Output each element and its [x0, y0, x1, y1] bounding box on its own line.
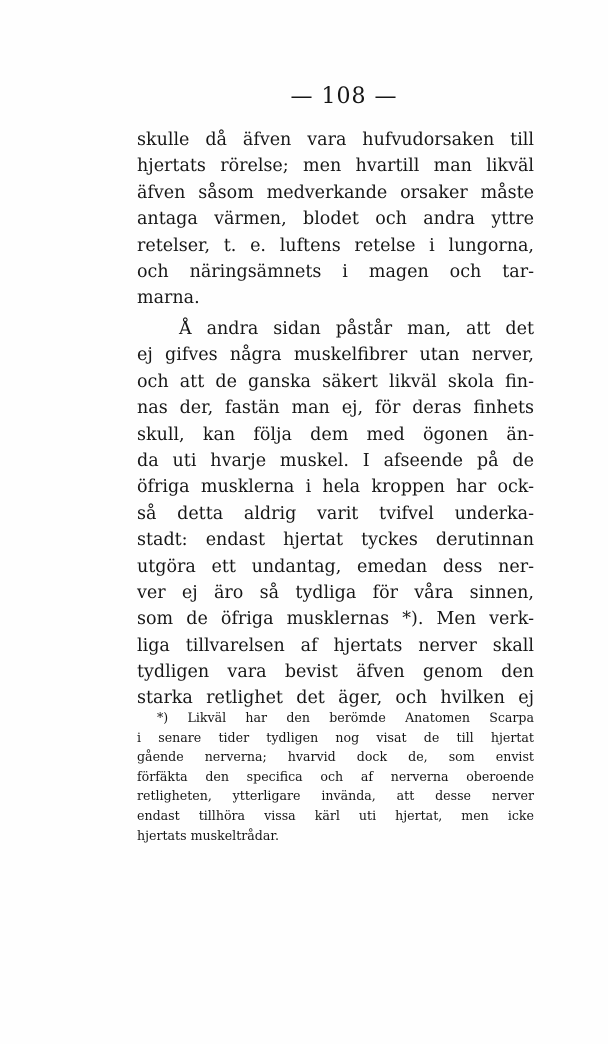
footnote-line: endast tillhöra vissa kärl uti hjertat, men icke	[137, 807, 534, 823]
footnote-line: gående nerverna; hvarvid dock de, som envist	[137, 749, 534, 765]
text-line: liga tillvarelsen af hjertats nerver skall	[137, 635, 534, 656]
text-line: som de öfriga musklernas *). Men verk-	[137, 609, 534, 630]
text-line: ver ej äro så tydliga för våra sinnen,	[137, 582, 534, 603]
text-line: så detta aldrig varit tvifvel underka-	[137, 503, 534, 524]
text-line: skull, kan följa dem med ögonen än-	[137, 424, 534, 445]
text-line: och näringsämnets i magen och tar-	[137, 261, 534, 282]
text-line: skulle då äfven vara hufvudorsaken till	[137, 130, 534, 150]
footnote-line: hjertats muskeltrådar.	[137, 827, 280, 843]
text-line: äfven såsom medverkande orsaker måste	[137, 182, 534, 203]
footnote	[137, 708, 534, 845]
paragraph-1	[137, 127, 534, 312]
text-line: utgöra ett undantag, emedan dess ner-	[137, 556, 534, 577]
text-line: tydligen vara bevist äfven genom den	[137, 662, 534, 683]
paragraph-2	[137, 316, 534, 712]
text-line: da uti hvarje muskel. I afseende på de	[137, 450, 534, 471]
text-line: starka retlighet det äger, och hvilken ej	[137, 688, 534, 709]
text-line: hjertats rörelse; men hvartill man likväl	[137, 156, 534, 177]
text-line: öfriga musklerna i hela kroppen har ock-	[137, 477, 534, 498]
footnote-line: förfäkta den specifica och af nerverna oberoende	[137, 768, 534, 784]
text-line: och att de ganska säkert likväl skola fin-	[137, 371, 534, 392]
text-line: ej gifves några muskelfibrer utan nerver,	[137, 345, 534, 366]
text-line: nas der, fastän man ej, för deras finhets	[137, 398, 534, 419]
text-line: marna.	[137, 288, 200, 309]
footnote-line: i senare tider tydligen nog visat de till hjertat	[137, 729, 534, 745]
text-line: antaga värmen, blodet och andra yttre	[137, 209, 534, 230]
text-line: retelser, t. e. luftens retelse i lungorna,	[137, 235, 534, 256]
footnote-line: *) Likväl har den berömde Anatomen Scarpa	[157, 710, 534, 725]
footnote-line: retligheten, ytterligare invända, att desse nerver	[137, 788, 534, 804]
text-line: stadt: endast hjertat tyckes derutinnan	[137, 530, 534, 551]
text-line: Å andra sidan påstår man, att det	[179, 319, 534, 339]
page-number: — 108 —	[290, 84, 398, 109]
